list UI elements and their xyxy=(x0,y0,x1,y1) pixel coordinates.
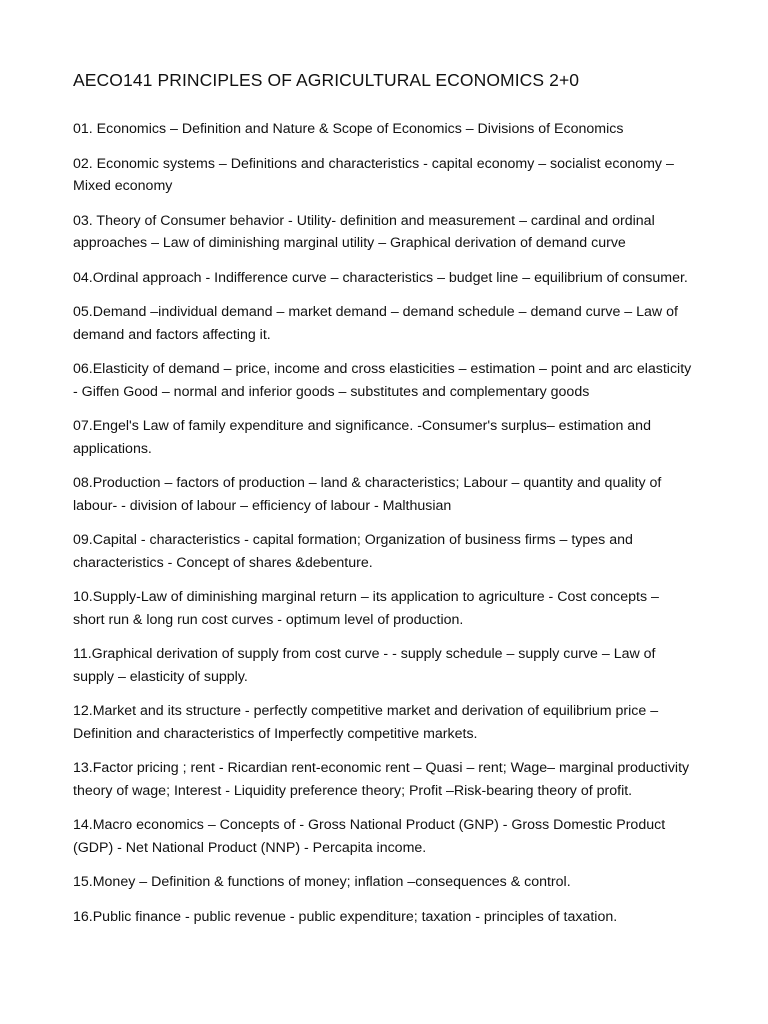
topic-item-07: 07.Engel's Law of family expenditure and significance. -Consumer's surplus– estimation and applications. xyxy=(73,418,651,457)
topic-item-03: 03. Theory of Consumer behavior - Utility- definition and measurement – cardinal and ordinal approaches – Law of diminishing marginal utility – Graphical derivation of demand curve xyxy=(73,212,655,251)
topic-item-16: 16.Public finance - public revenue - public expenditure; taxation - principles of taxation. xyxy=(73,908,618,925)
topic-item-13: 13.Factor pricing ; rent - Ricardian rent-economic rent – Quasi – rent; Wage– marginal productivity theory of wage; Interest - Liquidity preference theory; Profit –Risk-bearing theory of profit. xyxy=(73,760,690,799)
topic-item-02: 02. Economic systems – Definitions and characteristics - capital economy – socialist economy – Mixed economy xyxy=(73,155,674,194)
topic-item-01: 01. Economics – Definition and Nature & Scope of Economics – Divisions of Economics xyxy=(73,121,624,137)
document-title: AECO141 PRINCIPLES OF AGRICULTURAL ECONOMICS 2+0 xyxy=(73,70,580,90)
topic-item-06: 06.Elasticity of demand – price, income and cross elasticities – estimation – point and arc elasticity - Giffen Good – normal and inferior goods – substitutes and complementary goods xyxy=(73,361,692,400)
topic-item-10: 10.Supply-Law of diminishing marginal return – its application to agriculture - Cost concepts – short run & long run cost curves - optimum level of production. xyxy=(73,589,659,628)
topic-item-12: 12.Market and its structure - perfectly competitive market and derivation of equilibrium price – Definition and characteristics of Imperfectly competitive markets. xyxy=(73,703,659,742)
topic-item-04: 04.Ordinal approach - Indifference curve – characteristics – budget line – equilibrium of consumer. xyxy=(73,269,688,286)
topic-item-09: 09.Capital - characteristics - capital formation; Organization of business firms – types and characteristics - Concept of shares &debenture. xyxy=(73,532,633,571)
topic-list xyxy=(73,118,694,928)
topic-item-11: 11.Graphical derivation of supply from cost curve - - supply schedule – supply curve – Law of supply – elasticity of supply. xyxy=(73,646,656,685)
topic-item-05: 05.Demand –individual demand – market demand – demand schedule – demand curve – Law of demand and factors affecting it. xyxy=(73,304,678,343)
topic-item-15: 15.Money – Definition & functions of money; inflation –consequences & control. xyxy=(73,874,571,891)
topic-item-14: 14.Macro economics – Concepts of - Gross National Product (GNP) - Gross Domestic Product (GDP) - Net National Product (NNP) - Percapita income. xyxy=(73,817,666,856)
topic-item-08: 08.Production – factors of production – land & characteristics; Labour – quantity and quality of labour- - division of labour – efficiency of labour - Malthusian xyxy=(73,475,662,514)
